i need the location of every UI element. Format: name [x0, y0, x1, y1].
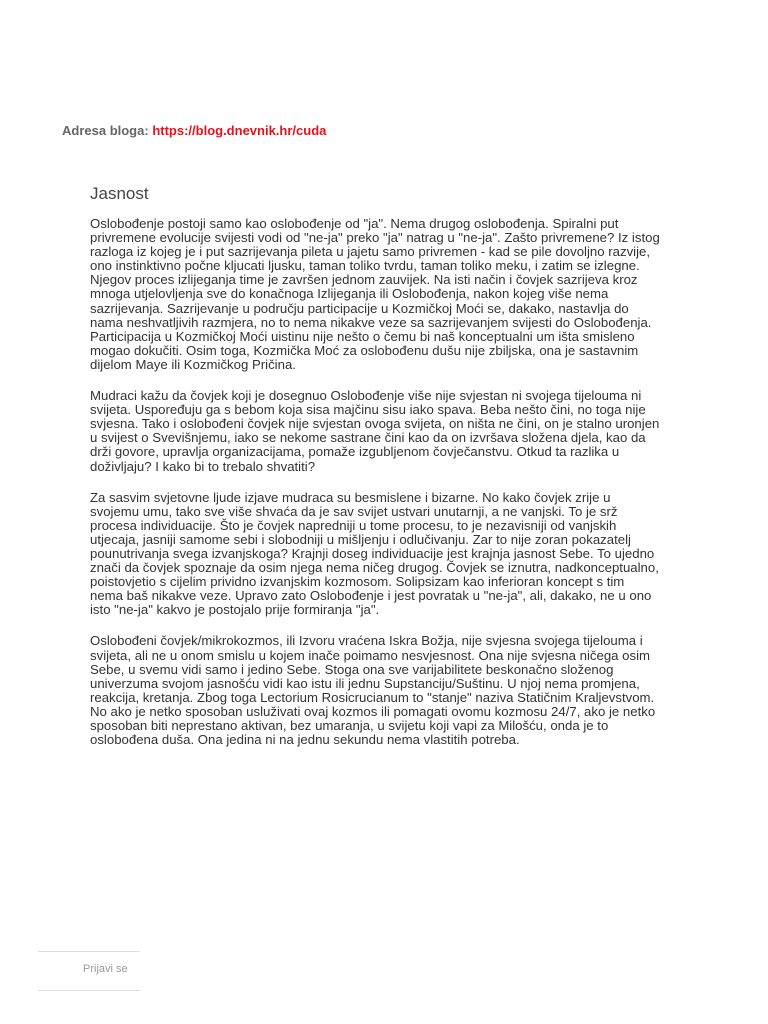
blog-address-link[interactable]: https://blog.dnevnik.hr/cuda [152, 123, 327, 138]
blog-address-label: Adresa bloga: [62, 123, 149, 138]
post-paragraph: Mudraci kažu da čovjek koji je dosegnuo Oslobođenje više nije svjestan ni svojega tijelouma ni svijeta. Uspoređuju ga s bebom koja sisa majčinu sisu iako spava. Beba nešto čini, no toga nije svjesna. Tako i oslobođeni čovjek nije svjestan ovoga svijeta, on ništa ne čini, on je stalno uronjen u svijest o Svevišnjemu, iako se nekome sastrane čini kao da on izvršava složena djela, kao da drži govore, upravlja organizacijama, pomaže izgubljenom čovječanstvu. Otkud ta razlika u doživljaju? I kako bi to trebalo shvatiti? [90, 388, 660, 474]
blog-post [90, 183, 660, 764]
post-paragraph: Oslobođeni čovjek/mikrokozmos, ili Izvoru vraćena Iskra Božja, nije svjesna svojega tijelouma i svijeta, ali ne u onom smislu u kojem inače poimamo nesvjesnost. Ona nije svjesna ničega osim Sebe, u svemu vidi samo i jedino Sebe. Stoga ona sve varijabilitete beskonačno složenog univerzuma svojom jasnošću vidi kao istu ili jednu Supstanciju/Suštinu. U njoj nema promjena, reakcija, kretanja. Zbog toga Lectorium Rosicrucianum to "stanje" naziva Statičnim Kraljevstvom. No ako je netko sposoban usluživati ovaj kozmos ili pomagati ovomu kozmosu 24/7, ako je netko sposoban biti neprestano aktivan, bez umaranja, u svijetu koji vapi za Milošću, onda je to oslobođena duša. Ona jedina ni na jednu sekundu nema vlastitih potreba. [90, 633, 656, 748]
blog-address [62, 123, 326, 138]
post-title: Jasnost [90, 184, 149, 203]
post-paragraph: Za sasvim svjetovne ljude izjave mudraca su besmislene i bizarne. No kako čovjek zrije u svojemu umu, tako sve više shvaća da je sav svijet ustvari unutarnji, a ne vanjski. To je srž procesa individuacije. Što je čovjek napredniji u tome procesu, to je nezavisniji od vanjskih utjecaja, jasniji samome sebi i slobodniji u mišljenju i odlučivanju. Zar to nije zoran pokazatelj pounutrivanja svega izvanjskoga? Krajnji doseg individuacije jest krajnja jasnost Sebe. To ujedno znači da čovjek spoznaje da osim njega nema ničeg drugog. Čovjek se iznutra, nadkonceptualno, poistovjetio s cijelim prividno izvanjskim kozmosom. Solipsizam kao inferioran koncept s tim nema baš nikakve veze. Upravo zato Oslobođenje i jest povratak u "ne-ja", ali, dakako, ne u ono isto "ne-ja" kakvo je postojalo prije formiranja "ja". [90, 489, 659, 618]
post-paragraph: Oslobođenje postoji samo kao oslobođenje od "ja". Nema drugog oslobođenja. Spiralni put privremene evolucije svijesti vodi od "ne-ja" preko "ja" natrag u "ne-ja". Zašto privremene? Iz istog razloga iz kojeg je i put sazrijevanja pileta u jajetu samo privremen - kad se pile dovoljno razvije, ono instinktivno počne kljucati ljusku, taman toliko tvrdu, taman toliko meku, i zatim se izlegne. Njegov proces izlijeganja time je završen jednom zauvijek. Na isti način i čovjek sazrijeva kroz mnoga utjelovljenja sve do konačnoga Izlijeganja ili Oslobođenja, nakon kojeg više nema sazrijevanja. Sazrijevanje u području participacije u Kozmičkoj Moći se, dakako, nastavlja do nama neshvatljivih razmjera, no to nema nikakve veze sa sazrijevanjem svijesti do Oslobođenja. Participacija u Kozmičkoj Moći uistinu nije nešto o čemu bi naš konceptualni um išta smisleno mogao dokučiti. Osim toga, Kozmička Moć za oslobođenu dušu nije zbiljska, ona je sastavnim dijelom Maye ili Kozmičkog Pričina. [90, 216, 660, 372]
login-link[interactable]: Prijavi se [83, 963, 128, 975]
